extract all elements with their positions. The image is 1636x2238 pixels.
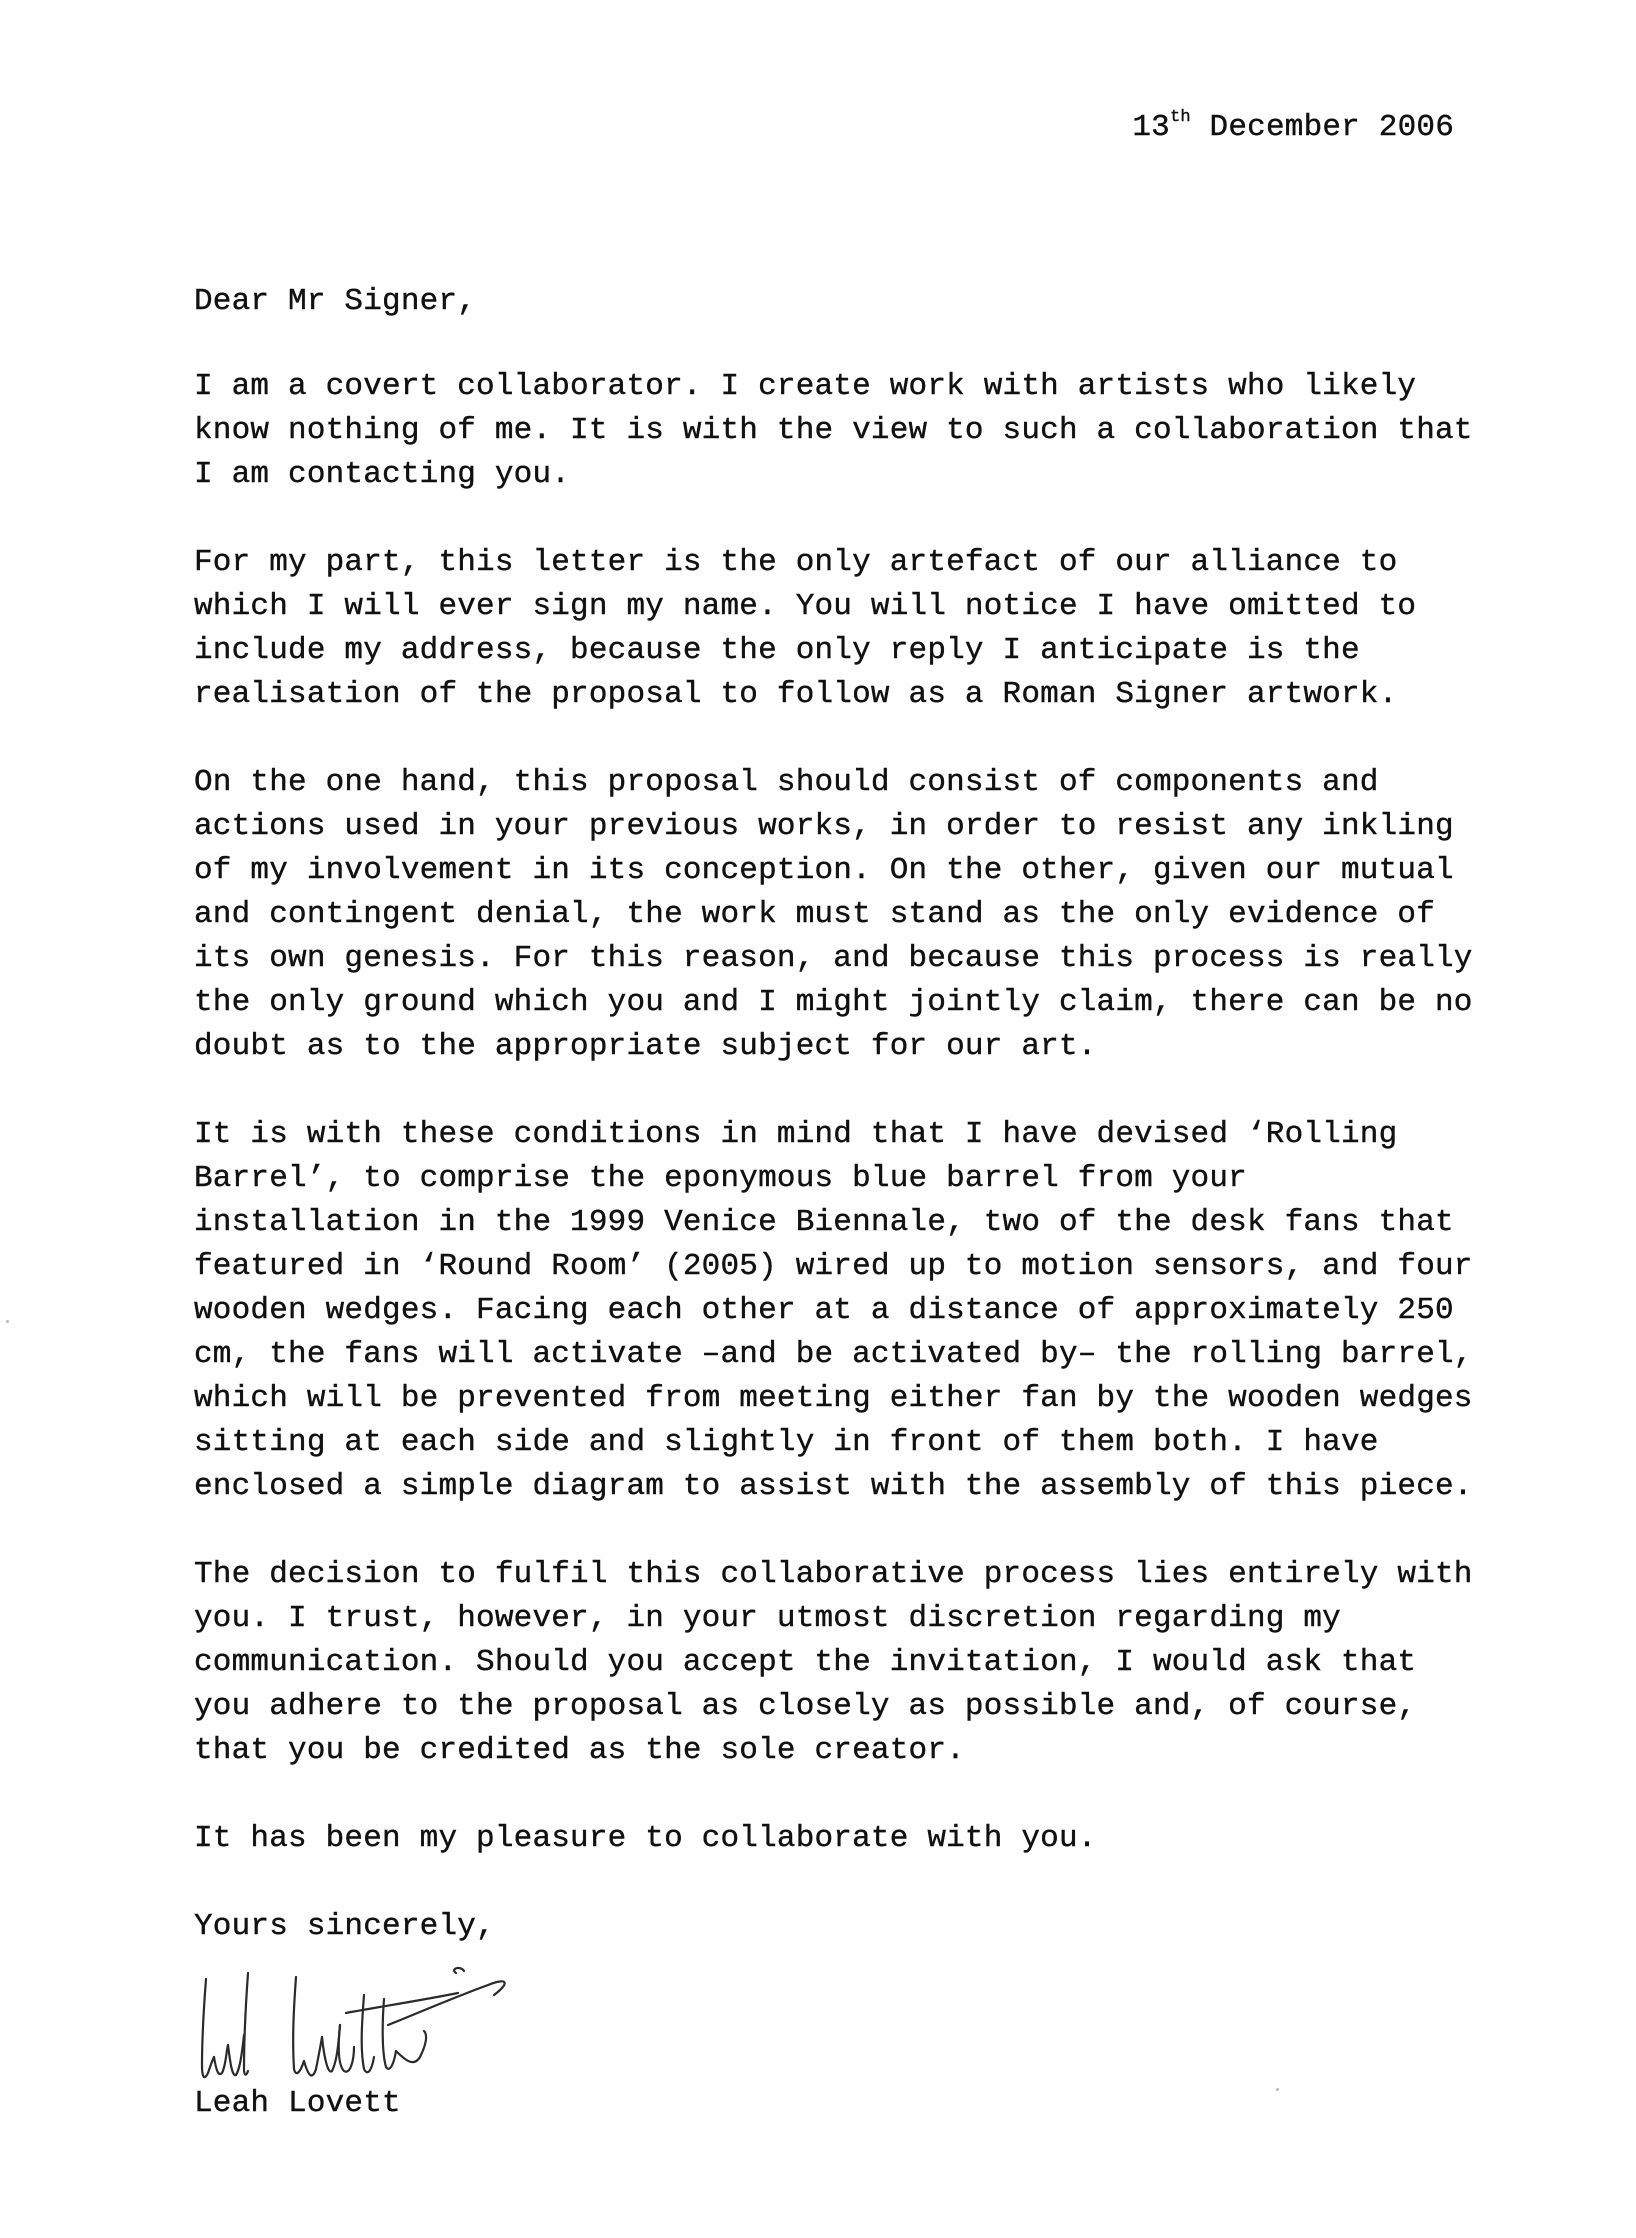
paragraph-line: For my part, this letter is the only artefact of our alliance to — [194, 545, 1398, 580]
date-day: 13 — [1132, 110, 1170, 145]
letter-date — [1132, 110, 1454, 145]
paragraph-proposal-conditions — [194, 761, 1473, 1069]
paragraph-line: The decision to fulfil this collaborative process lies entirely with — [194, 1557, 1473, 1592]
paragraph-line: It is with these conditions in mind that I have devised ‘Rolling — [194, 1117, 1398, 1152]
paragraph-line: you adhere to the proposal as closely as possible and, of course, — [194, 1689, 1417, 1724]
paragraph-line: featured in ‘Round Room’ (2005) wired up to motion sensors, and four — [194, 1249, 1473, 1284]
paragraph-line: I am contacting you. — [194, 457, 571, 492]
salutation: Dear Mr Signer, — [194, 284, 477, 319]
paragraph-line: of my involvement in its conception. On the other, given our mutual — [194, 853, 1454, 888]
paragraph-line: Barrel’, to comprise the eponymous blue barrel from your — [194, 1161, 1247, 1196]
paragraph-line: that you be credited as the sole creator. — [194, 1733, 965, 1768]
date-month-year: December 2006 — [1190, 110, 1454, 145]
paragraph-line: wooden wedges. Facing each other at a distance of approximately 250 — [194, 1293, 1454, 1328]
scan-speck — [1276, 2088, 1279, 2091]
paragraph-line: cm, the fans will activate –and be activated by– the rolling barrel, — [194, 1337, 1473, 1372]
paragraph-line: which I will ever sign my name. You will notice I have omitted to — [194, 589, 1417, 624]
paragraph-artefact — [194, 541, 1464, 717]
paragraph-line: its own genesis. For this reason, and because this process is really — [194, 941, 1473, 976]
paragraph-rolling-barrel — [194, 1113, 1473, 1509]
paragraph-decision — [194, 1553, 1473, 1773]
paragraph-line: doubt as to the appropriate subject for our art. — [194, 1029, 1097, 1064]
paragraph-line: enclosed a simple diagram to assist with the assembly of this piece. — [194, 1469, 1473, 1504]
paragraph-intro — [194, 365, 1473, 497]
date-ordinal-suffix: th — [1169, 108, 1191, 127]
paragraph-line: communication. Should you accept the invitation, I would ask that — [194, 1645, 1417, 1680]
paragraph-line: realisation of the proposal to follow as a Roman Signer artwork. — [194, 677, 1398, 712]
scan-speck — [6, 1320, 9, 1323]
paragraph-line: which will be prevented from meeting either fan by the wooden wedges — [194, 1381, 1473, 1416]
paragraph-line: and contingent denial, the work must stand as the only evidence of — [194, 897, 1435, 932]
paragraph-line: include my address, because the only reply I anticipate is the — [194, 633, 1360, 668]
paragraph-line: know nothing of me. It is with the view to such a collaboration that — [194, 413, 1473, 448]
paragraph-line: It has been my pleasure to collaborate with you. — [194, 1821, 1097, 1856]
paragraph-line: sitting at each side and slightly in front of them both. I have — [194, 1425, 1379, 1460]
closing: Yours sincerely, — [194, 1909, 495, 1944]
signer-name: Leah Lovett — [194, 2086, 401, 2121]
paragraph-line: I am a covert collaborator. I create work with artists who likely — [194, 369, 1417, 404]
paragraph-line: installation in the 1999 Venice Biennale, two of the desk fans that — [194, 1205, 1454, 1240]
letter-body — [194, 280, 1473, 1949]
paragraph-line: actions used in your previous works, in order to resist any inkling — [194, 809, 1454, 844]
paragraph-pleasure — [194, 1817, 1464, 1861]
paragraph-line: On the one hand, this proposal should consist of components and — [194, 765, 1379, 800]
paragraph-line: you. I trust, however, in your utmost discretion regarding my — [194, 1601, 1341, 1636]
paragraph-line: the only ground which you and I might jointly claim, there can be no — [194, 985, 1473, 1020]
